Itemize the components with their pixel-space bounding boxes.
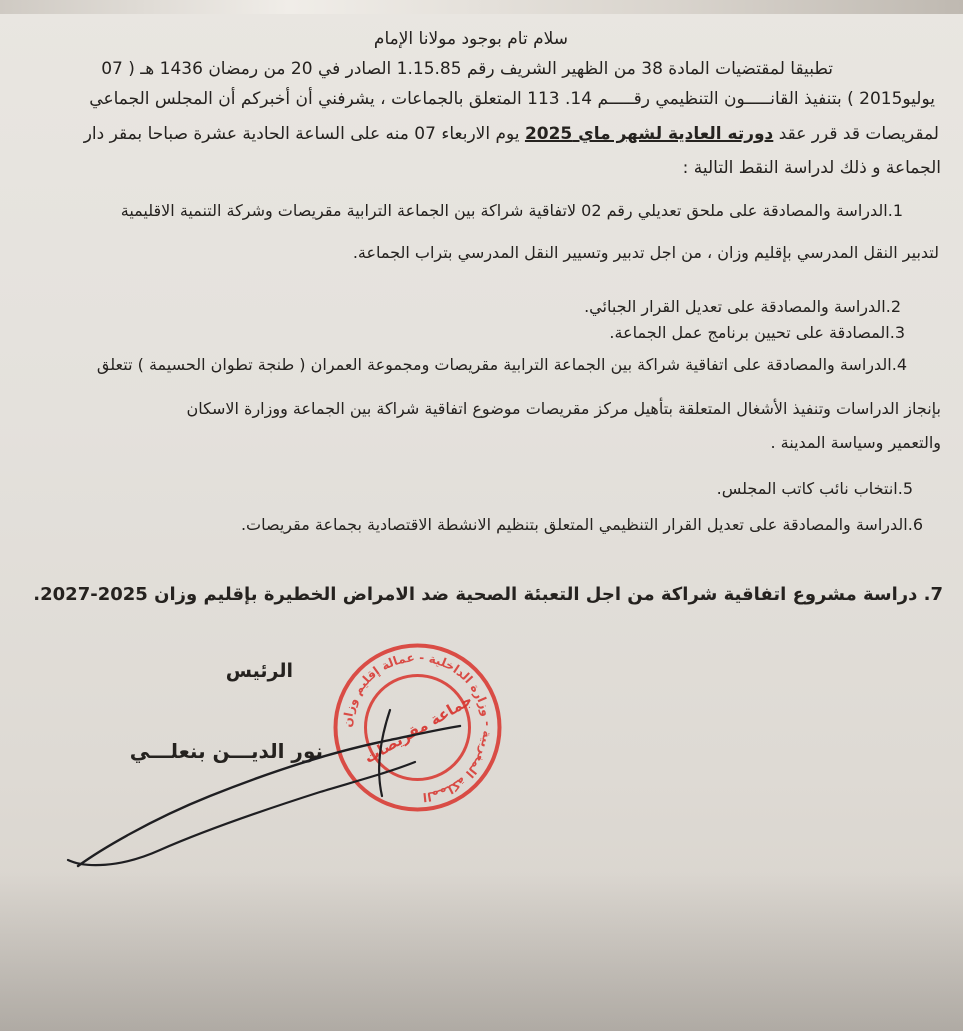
paper-shadow	[0, 871, 963, 1031]
agenda-item-3: 3.المصادقة على تحيين برنامج عمل الجماعة.	[609, 323, 905, 342]
agenda-item-4-cont-1: بإنجاز الدراسات وتنفيذ الأشغال المتعلقة بتأهيل مركز مقريصات موضوع اتفاقية شراكة بين الجماعة ووزارة الاسكان	[186, 399, 941, 418]
agenda-item-1-cont: لتدبير النقل المدرسي بإقليم وزان ، من اجل تدبير وتسيير النقل المدرسي بتراب الجماعة.	[352, 243, 939, 262]
intro-line-3-start: لمقريصات قد قرر عقد	[778, 124, 939, 144]
stamp-center-text: جماعة مقريصات	[361, 690, 476, 767]
intro-line-3-end: يوم الاربعاء 07 منه على الساعة الحادية عشرة صباحا بمقر دار	[83, 124, 520, 144]
intro-line-2: يوليو2015 ) بتنفيذ القانـــــون التنظيمي رقـــــم 14. 113 المتعلق بالجماعات ، يشرفني أن أخبركم أن المجلس الجماعي	[89, 89, 935, 109]
stamp-outer-text: المملكة المغربية - وزارة الداخلية - عمالة إقليم وزان	[340, 650, 495, 805]
intro-line-4: الجماعة و ذلك لدراسة النقط التالية :	[682, 158, 941, 178]
paper-top-edge	[0, 0, 963, 14]
intro-line-1: تطبيقا لمقتضيات المادة 38 من الظهير الشريف رقم 1.15.85 الصادر في 20 من رمضان 1436 هـ ( 07	[101, 59, 833, 79]
agenda-item-1: 1.الدراسة والمصادقة على ملحق تعديلي رقم 02 لاتفاقية شراكة بين الجماعة الترابية مقريصات وشركة التنمية الاقليمية	[120, 201, 903, 220]
session-name: دورته العادية لشهر ماي 2025	[524, 124, 774, 144]
signature-title: الرئيس	[225, 660, 293, 682]
agenda-item-7: 7. دراسة مشروع اتفاقية شراكة من اجل التعبئة الصحية ضد الامراض الخطيرة بإقليم وزان 2025-2027.	[33, 584, 943, 605]
intro-line-3	[84, 123, 939, 145]
agenda-item-6: 6.الدراسة والمصادقة على تعديل القرار التنظيمي المتعلق بتنظيم الانشطة الاقتصادية بجماعة مقريصات.	[240, 515, 923, 534]
agenda-item-5: 5.انتخاب نائب كاتب المجلس.	[716, 479, 913, 498]
agenda-item-4-cont-2: والتعمير وسياسة المدينة .	[770, 433, 941, 452]
signature-name: نور الديـــن بنعلـــي	[129, 739, 323, 763]
handwritten-signature	[60, 700, 480, 880]
greeting: سلام تام بوجود مولانا الإمام	[373, 29, 568, 49]
agenda-item-2: 2.الدراسة والمصادقة على تعديل القرار الجبائي.	[584, 297, 901, 316]
agenda-item-4: 4.الدراسة والمصادقة على اتفاقية شراكة بين الجماعة الترابية مقريصات ومجموعة العمران ( طنجة تطوان الحسيمة ) تتعلق	[96, 355, 907, 374]
